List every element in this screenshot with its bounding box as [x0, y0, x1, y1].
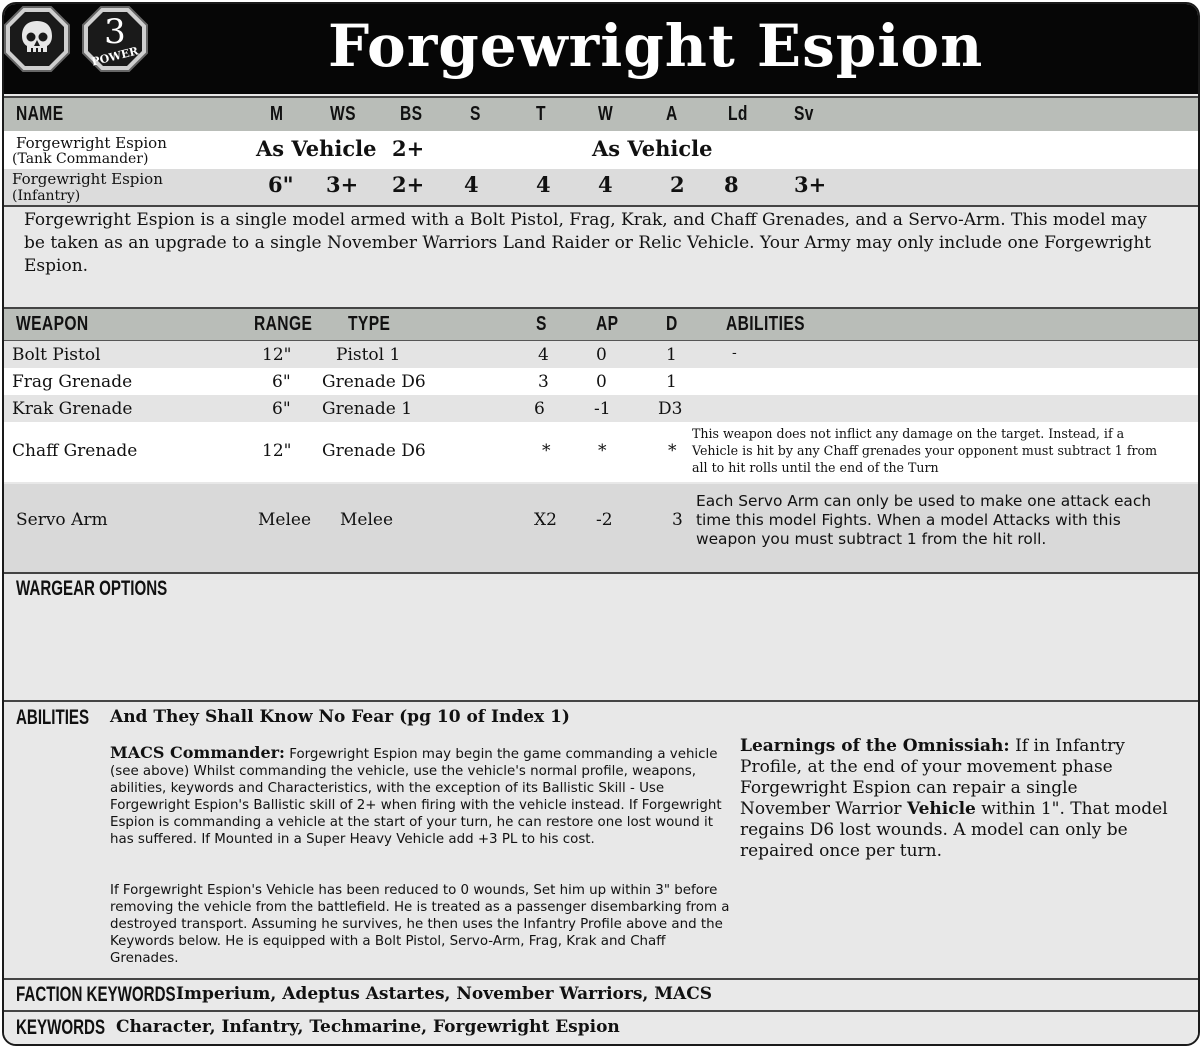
- profile-subtype: (Infantry): [12, 188, 81, 204]
- divider: [4, 572, 1198, 574]
- weapon-row: [4, 422, 1198, 482]
- col-ws: WS: [330, 103, 356, 125]
- weapon-range: 12": [262, 345, 292, 365]
- weapon-name: Krak Grenade: [12, 399, 133, 419]
- weapon-name: Bolt Pistol: [12, 345, 101, 365]
- faction-badge: [4, 6, 70, 72]
- wargear-options-label: WARGEAR OPTIONS: [16, 577, 168, 600]
- weapon-name: Frag Grenade: [12, 372, 133, 392]
- weapon-damage: 3: [672, 510, 683, 530]
- datasheet-card: [2, 2, 1200, 1046]
- weapon-strength: 6: [534, 399, 545, 419]
- keywords-row: [4, 1012, 1198, 1044]
- weapon-row: [4, 368, 1198, 395]
- weapon-strength: X2: [534, 510, 557, 530]
- ability-macs-text: Forgewright Espion may begin the game commanding a vehicle (see above) Whilst commanding the vehicle, use the vehicle's normal profile, weapons, abilities, keywords and Characteristics, with the exception of its Ballistic Skill - Use Forgewright Espion's Ballistic skill of 2+ when firing with the vehicle instead. If Forgewright Espion is commanding a vehicle at the start of your turn, he can restore one lost wound it has suffered. If Mounted in a Super Heavy Vehicle add +3 PL to his cost.: [110, 747, 722, 847]
- stat-m-ws: As Vehicle: [256, 136, 377, 161]
- abilities-label: ABILITIES: [16, 706, 90, 729]
- col-w: W: [598, 103, 614, 125]
- weapon-header-bar: [4, 307, 1198, 341]
- weapon-type: Grenade 1: [322, 399, 413, 419]
- weapon-abilities: -: [732, 345, 737, 361]
- col-t: T: [536, 103, 546, 125]
- weapon-ap: -1: [594, 399, 611, 419]
- weapon-type: Pistol 1: [336, 345, 401, 365]
- faction-keywords-value: Imperium, Adeptus Astartes, November Warriors, MACS: [176, 984, 713, 1004]
- ability-no-fear: And They Shall Know No Fear (pg 10 of Index 1): [110, 707, 570, 727]
- skull-icon: [4, 6, 70, 72]
- weapon-row: [4, 484, 1198, 572]
- stat-a: 2: [670, 172, 685, 197]
- weapon-strength: *: [542, 441, 551, 461]
- ability-macs-commander: [110, 744, 736, 848]
- col-abilities: ABILITIES: [726, 313, 805, 335]
- weapon-ap: 0: [596, 345, 607, 365]
- divider: [4, 205, 1198, 207]
- unit-description: Forgewright Espion is a single model armed with a Bolt Pistol, Frag, Krak, and Chaff Grenades, and a Servo-Arm. This model may be taken as an upgrade to a single November Warriors Land Raider or Relic Vehicle. Your Army may only include one Forgewright Espion.: [24, 210, 1152, 276]
- col-ld: Ld: [728, 103, 748, 125]
- unit-name: Forgewright Espion: [328, 12, 984, 80]
- ability-learnings-text-2: within 1". That model regains D6 lost wounds. A model can only be repaired once per turn.: [740, 799, 1168, 861]
- col-name: NAME: [16, 103, 64, 125]
- col-bs: BS: [400, 103, 423, 125]
- ability-learnings-keyword: Vehicle: [906, 799, 976, 819]
- col-strength: S: [536, 313, 547, 335]
- col-weapon: WEAPON: [16, 313, 89, 335]
- ability-macs-title: MACS Commander:: [110, 743, 285, 762]
- weapon-row: [4, 341, 1198, 368]
- weapon-type: Melee: [340, 510, 394, 530]
- weapon-type: Grenade D6: [322, 441, 426, 461]
- col-a: A: [666, 103, 678, 125]
- power-label: POWER: [90, 44, 140, 69]
- weapon-abilities: Each Servo Arm can only be used to make one attack each time this model Fights. When a model Attacks with this weapon you must subtract 1 from the hit roll.: [696, 492, 1152, 548]
- weapon-damage: *: [668, 441, 677, 461]
- col-s: S: [470, 103, 481, 125]
- weapon-type: Grenade D6: [322, 372, 426, 392]
- stat-ws: 3+: [326, 172, 359, 197]
- weapon-name: Servo Arm: [16, 510, 108, 530]
- col-range: RANGE: [254, 313, 313, 335]
- stat-bs: 2+: [392, 136, 425, 161]
- col-sv: Sv: [794, 103, 814, 125]
- weapon-strength: 3: [538, 372, 549, 392]
- weapon-damage: 1: [666, 345, 677, 365]
- stat-w: 4: [598, 172, 613, 197]
- profile-subtype: (Tank Commander): [12, 151, 149, 167]
- profile-header-bar: [4, 96, 1198, 132]
- weapon-range: 6": [272, 399, 291, 419]
- ability-learnings-title: Learnings of the Omnissiah:: [740, 736, 1010, 756]
- stat-s: 4: [464, 172, 479, 197]
- weapon-range: Melee: [258, 510, 312, 530]
- profile-row: [4, 131, 1198, 169]
- stat-bs: 2+: [392, 172, 425, 197]
- weapon-damage: 1: [666, 372, 677, 392]
- profile-name: Forgewright Espion: [16, 134, 167, 152]
- col-type: TYPE: [348, 313, 391, 335]
- col-ap: AP: [596, 313, 619, 335]
- stat-m: 6": [268, 172, 294, 197]
- ability-learnings-text: If in Infantry Profile, at the end of your movement phase Forgewright Espion can repair a single November Warrior: [740, 736, 1125, 819]
- profile-name: Forgewright Espion: [12, 170, 163, 188]
- power-rating-badge: [82, 6, 148, 72]
- weapon-ap: *: [598, 441, 607, 461]
- power-value: 3: [104, 12, 126, 52]
- weapon-strength: 4: [538, 345, 549, 365]
- ability-learnings: [740, 736, 1170, 862]
- weapon-range: 6": [272, 372, 291, 392]
- keywords-value: Character, Infantry, Techmarine, Forgewright Espion: [116, 1017, 620, 1037]
- weapon-abilities: This weapon does not inflict any damage on the target. Instead, if a Vehicle is hit by any Chaff grenades your opponent must subtract 1 from all to hit rolls until the end of the Turn: [692, 426, 1158, 475]
- weapon-ap: -2: [596, 510, 613, 530]
- weapon-range: 12": [262, 441, 292, 461]
- stat-ld: 8: [724, 172, 739, 197]
- ability-macs-text-2: If Forgewright Espion's Vehicle has been reduced to 0 wounds, Set him up within 3" before removing the vehicle from the battlefield. He is treated as a passenger disembarking from a destroyed transport. Assuming he survives, he then uses the Infantry Profile above and the Keywords below. He is equipped with a Bolt Pistol, Servo-Arm, Frag, Krak and Chaff Grenades.: [110, 883, 730, 966]
- faction-keywords-row: [4, 980, 1198, 1010]
- col-damage: D: [666, 313, 678, 335]
- stat-t: 4: [536, 172, 551, 197]
- stat-s-sv: As Vehicle: [592, 136, 713, 161]
- col-m: M: [270, 103, 284, 125]
- faction-keywords-label: FACTION KEYWORDS: [16, 983, 176, 1006]
- divider: [4, 700, 1198, 702]
- profile-row: [4, 169, 1198, 205]
- weapon-name: Chaff Grenade: [12, 441, 138, 461]
- weapon-row: [4, 395, 1198, 422]
- weapon-ap: 0: [596, 372, 607, 392]
- keywords-label: KEYWORDS: [16, 1016, 106, 1039]
- stat-sv: 3+: [794, 172, 827, 197]
- title-bar: [4, 4, 1198, 94]
- weapon-damage: D3: [658, 399, 683, 419]
